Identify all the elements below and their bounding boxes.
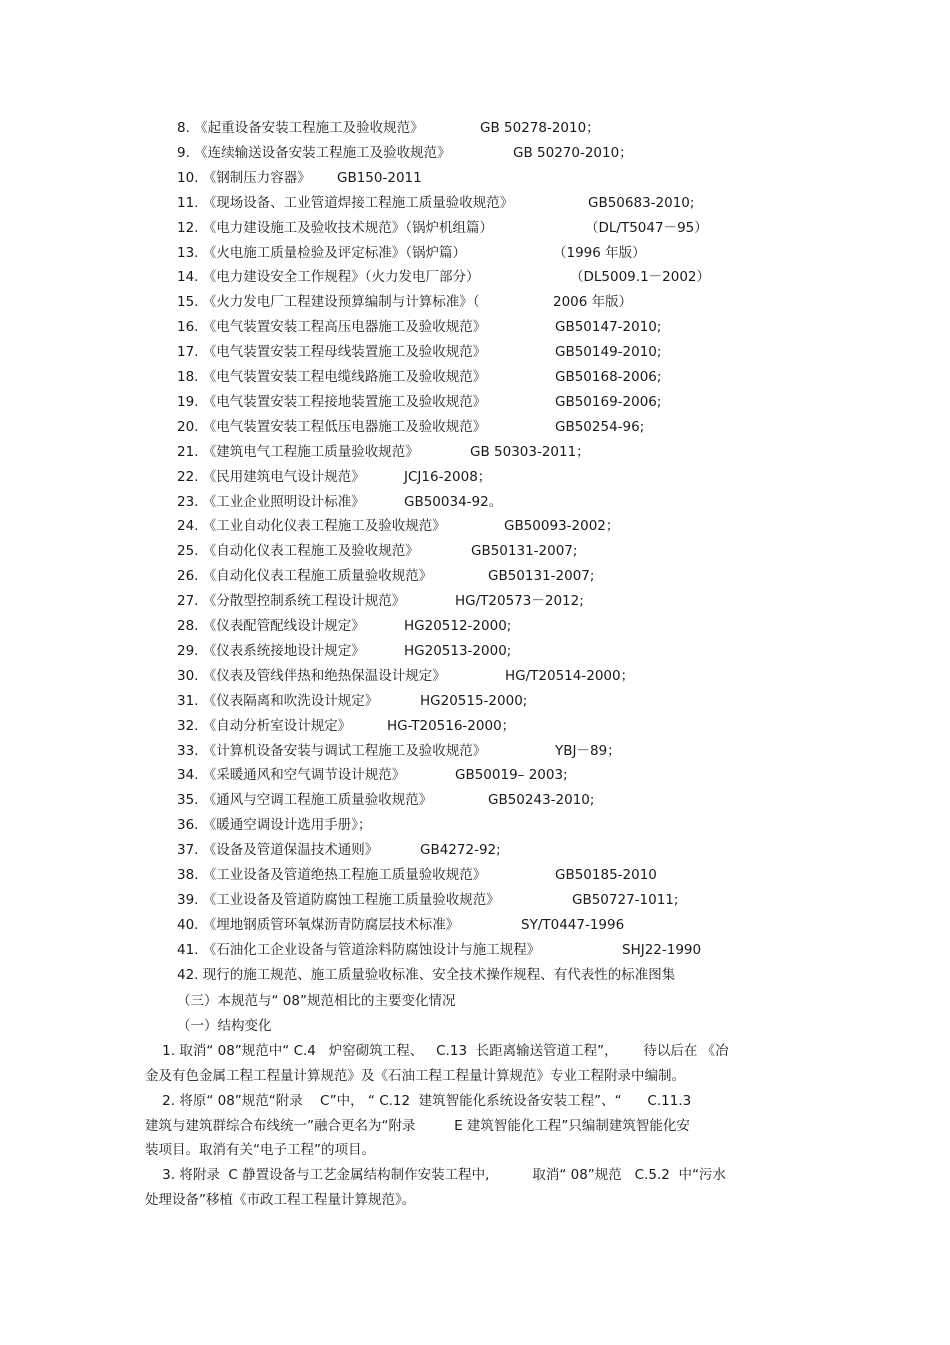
paragraph-line: 装项目。取消有关“电子工程”的项目。 (145, 1142, 375, 1159)
reference-code: SY/T0447-1996 (521, 916, 625, 933)
reference-title: 42. 现行的施工规范、施工质量验收标准、安全技术操作规程、有代表性的标准图集 (177, 966, 676, 983)
reference-code: HG/T20514-2000； (505, 667, 635, 684)
reference-code: GB 50270-2010； (513, 144, 633, 161)
sub-heading: （一）结构变化 (177, 1018, 272, 1034)
reference-title: 8. 《起重设备安装工程施工及验收规范》 (177, 120, 424, 136)
reference-code: YBJ－89； (555, 742, 621, 759)
reference-code: GB50683-2010; (588, 194, 695, 211)
reference-title: 13. 《火电施工质量检验及评定标准》（锅炉篇） (177, 244, 467, 261)
reference-code: HG-T20516-2000； (387, 717, 516, 734)
reference-title: 14. 《电力建设安全工作规程》（火力发电厂部分） (177, 269, 480, 286)
reference-code: GB50131-2007; (488, 568, 595, 585)
reference-title: 25. 《自动化仪表工程施工及验收规范》 (177, 543, 419, 560)
reference-title: 39. 《工业设备及管道防腐蚀工程施工质量验收规范》 (177, 891, 500, 908)
reference-title: 19. 《电气装置安装工程接地装置施工及验收规范》 (177, 393, 487, 410)
reference-title: 15. 《火力发电厂工程建设预算编制与计算标准》（ (177, 294, 480, 311)
reference-title: 38. 《工业设备及管道绝热工程施工质量验收规范》 (177, 867, 487, 883)
reference-title: 41. 《石油化工企业设备与管道涂料防腐蚀设计与施工规程》 (177, 941, 541, 958)
reference-title: 23. 《工业企业照明设计标准》 (177, 493, 365, 510)
reference-title: 11. 《现场设备、工业管道焊接工程施工质量验收规范》 (177, 194, 514, 211)
reference-code: GB50185-2010 (555, 867, 657, 883)
reference-title: 9. 《连续输送设备安装工程施工及验收规范》 (177, 144, 451, 161)
reference-code: GB50243-2010; (488, 792, 595, 809)
reference-code: GB50169-2006; (555, 393, 662, 410)
reference-code: JCJ16-2008； (404, 468, 492, 485)
reference-code: （DL5009.1－2002） (570, 269, 711, 286)
paragraph-line: 处理设备”移植《市政工程工程量计算规范》。 (145, 1191, 416, 1208)
reference-title: 32. 《自动分析室设计规定》 (177, 717, 352, 734)
reference-title: 17. 《电气装置安装工程母线装置施工及验收规范》 (177, 344, 487, 361)
reference-code: GB4272-92; (420, 842, 501, 859)
reference-title: 40. 《埋地钢质管环氧煤沥青防腐层技术标准》 (177, 916, 460, 933)
reference-title: 16. 《电气装置安装工程高压电器施工及验收规范》 (177, 319, 487, 336)
reference-title: 24. 《工业自动化仪表工程施工及验收规范》 (177, 518, 446, 535)
paragraph-line: 3. 将附录 C 静置设备与工艺金属结构制作安装工程中, 取消“ 08”规范 C.5.2 中“污水 (145, 1167, 726, 1183)
reference-title: 35. 《通风与空调工程施工质量验收规范》 (177, 792, 433, 809)
reference-code: GB50168-2006; (555, 369, 662, 385)
reference-code: GB150-2011 (337, 169, 422, 186)
reference-title: 28. 《仪表配管配线设计规定》 (177, 618, 365, 634)
reference-code: HG/T20573－2012; (455, 593, 584, 610)
reference-code: GB50149-2010; (555, 344, 662, 361)
reference-title: 26. 《自动化仪表工程施工质量验收规范》 (177, 568, 433, 585)
reference-code: 2006 年版） (553, 294, 633, 311)
reference-code: GB50147-2010; (555, 319, 662, 336)
reference-title: 18. 《电气装置安装工程电缆线路施工及验收规范》 (177, 369, 487, 385)
reference-code: GB50034-92。 (404, 493, 503, 510)
reference-code: GB50254-96; (555, 418, 645, 435)
reference-title: 37. 《设备及管道保温技术通则》 (177, 842, 379, 859)
reference-title: 27. 《分散型控制系统工程设计规范》 (177, 593, 406, 610)
section-heading: （三）本规范与“ 08”规范相比的主要变化情况 (177, 993, 456, 1009)
reference-title: 36. 《暖通空调设计选用手册》； (177, 817, 372, 834)
reference-title: 29. 《仪表系统接地设计规定》 (177, 642, 365, 659)
reference-code: （DL/T5047－95） (585, 219, 708, 236)
reference-code: HG20513-2000; (404, 642, 512, 659)
paragraph-line: 金及有色金属工程工程量计算规范》及《石油工程工程量计算规范》专业工程附录中编制。 (145, 1067, 685, 1084)
reference-code: HG20515-2000; (420, 692, 528, 709)
reference-code: GB50019– 2003; (455, 767, 568, 784)
reference-title: 22. 《民用建筑电气设计规范》 (177, 468, 365, 485)
reference-code: GB50727-1011; (572, 891, 679, 908)
paragraph-line: 1. 取消“ 08”规范中“ C.4 炉窑砌筑工程、 C.13 长距离输送管道工程”， 待以后在 《冶 (145, 1043, 729, 1059)
reference-title: 30. 《仪表及管线伴热和绝热保温设计规定》 (177, 667, 446, 684)
paragraph-line: 建筑与建筑群综合布线统一”融合更名为“附录 E 建筑智能化工程”只编制建筑智能化安 (145, 1117, 690, 1134)
reference-title: 31. 《仪表隔离和吹洗设计规定》 (177, 692, 379, 709)
reference-title: 34. 《采暖通风和空气调节设计规范》 (177, 767, 406, 784)
reference-code: GB 50278-2010； (480, 120, 600, 136)
reference-code: HG20512-2000; (404, 618, 512, 634)
reference-title: 20. 《电气装置安装工程低压电器施工及验收规范》 (177, 418, 487, 435)
reference-code: GB 50303-2011； (470, 443, 590, 460)
reference-code: （1996 年版） (553, 244, 646, 261)
reference-code: GB50093-2002； (504, 518, 620, 535)
reference-code: SHJ22-1990 (622, 941, 702, 958)
paragraph-line: 2. 将原“ 08”规范“附录 C”中， “ C.12 建筑智能化系统设备安装工程”、“ C.11.3 (145, 1093, 692, 1109)
reference-title: 33. 《计算机设备安装与调试工程施工及验收规范》 (177, 742, 487, 759)
reference-code: GB50131-2007; (471, 543, 578, 560)
reference-title: 12. 《电力建设施工及验收技术规范》（锅炉机组篇） (177, 219, 494, 236)
reference-title: 21. 《建筑电气工程施工质量验收规范》 (177, 443, 419, 460)
reference-title: 10. 《钢制压力容器》 (177, 169, 311, 186)
